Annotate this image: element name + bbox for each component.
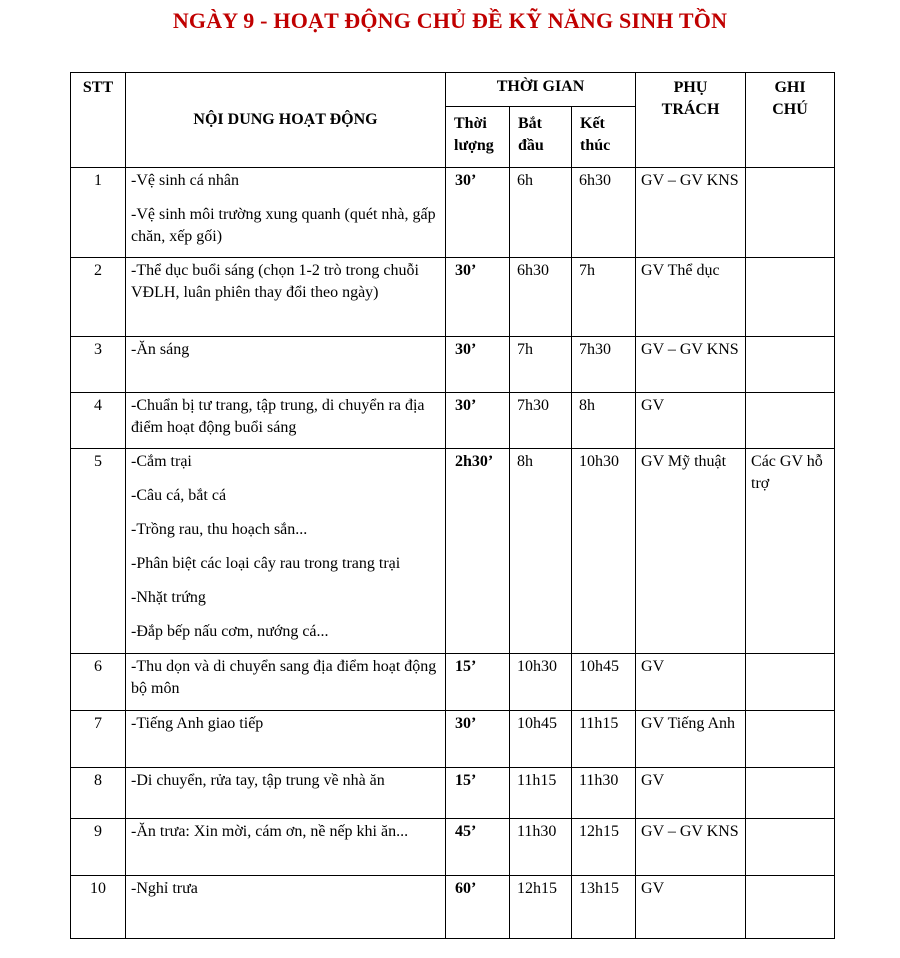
header-start-line1: Bắt xyxy=(518,115,542,132)
header-time: THỜI GIAN xyxy=(446,73,636,107)
row-responsible: GV xyxy=(636,654,746,711)
row-responsible: GV – GV KNS xyxy=(636,337,746,393)
row-content xyxy=(126,258,446,337)
row-end: 11h30 xyxy=(572,768,636,819)
row-end: 10h30 xyxy=(572,449,636,654)
row-responsible: GV xyxy=(636,876,746,939)
table-row xyxy=(71,449,835,654)
header-duration xyxy=(446,107,510,168)
table-row xyxy=(71,819,835,876)
row-duration: 60’ xyxy=(446,876,510,939)
row-responsible: GV Tiếng Anh xyxy=(636,711,746,768)
table-row xyxy=(71,168,835,258)
row-start: 8h xyxy=(510,449,572,654)
activity-line: -Vệ sinh môi trường xung quanh (quét nhà, gấp chăn, xếp gối) xyxy=(131,206,436,245)
row-note xyxy=(746,711,835,768)
row-content xyxy=(126,819,446,876)
header-start-line2: đầu xyxy=(518,137,544,154)
row-duration: 30’ xyxy=(446,168,510,258)
row-note xyxy=(746,768,835,819)
row-responsible: GV xyxy=(636,393,746,449)
row-note xyxy=(746,876,835,939)
row-note xyxy=(746,654,835,711)
activity-line: -Thể dục buổi sáng (chọn 1-2 trò trong chuỗi VĐLH, luân phiên thay đổi theo ngày) xyxy=(131,262,419,301)
header-responsible-line1: PHỤ xyxy=(673,79,708,96)
row-start: 10h30 xyxy=(510,654,572,711)
row-end: 6h30 xyxy=(572,168,636,258)
row-end: 13h15 xyxy=(572,876,636,939)
row-end: 11h15 xyxy=(572,711,636,768)
activity-line: -Câu cá, bắt cá xyxy=(131,487,227,504)
row-stt: 6 xyxy=(71,654,126,711)
schedule-table xyxy=(70,72,835,939)
header-note-line1: GHI xyxy=(774,79,806,96)
row-stt: 1 xyxy=(71,168,126,258)
row-content xyxy=(126,449,446,654)
row-start: 7h xyxy=(510,337,572,393)
row-responsible: GV – GV KNS xyxy=(636,168,746,258)
header-responsible xyxy=(636,73,746,168)
header-end-line1: Kết xyxy=(580,115,605,132)
row-content xyxy=(126,876,446,939)
activity-line: -Cắm trại xyxy=(131,453,192,470)
table-row xyxy=(71,337,835,393)
row-end: 8h xyxy=(572,393,636,449)
row-stt: 4 xyxy=(71,393,126,449)
activity-line: -Ăn trưa: Xin mời, cám ơn, nề nếp khi ăn... xyxy=(131,823,409,840)
header-responsible-line2: TRÁCH xyxy=(661,101,720,118)
row-responsible: GV Thể dục xyxy=(636,258,746,337)
row-start: 12h15 xyxy=(510,876,572,939)
row-start: 11h30 xyxy=(510,819,572,876)
row-stt: 3 xyxy=(71,337,126,393)
row-duration: 45’ xyxy=(446,819,510,876)
row-stt: 10 xyxy=(71,876,126,939)
row-content xyxy=(126,393,446,449)
row-duration: 30’ xyxy=(446,393,510,449)
row-stt: 5 xyxy=(71,449,126,654)
header-duration-line2: lượng xyxy=(454,137,494,154)
row-note xyxy=(746,393,835,449)
table-row xyxy=(71,393,835,449)
activity-line: -Thu dọn và di chuyển sang địa điểm hoạt động bộ môn xyxy=(131,658,437,697)
header-content: NỘI DUNG HOẠT ĐỘNG xyxy=(126,73,446,168)
activity-line: -Đắp bếp nấu cơm, nướng cá... xyxy=(131,623,329,640)
row-start: 10h45 xyxy=(510,711,572,768)
row-end: 12h15 xyxy=(572,819,636,876)
table-row xyxy=(71,876,835,939)
row-duration: 15’ xyxy=(446,768,510,819)
row-start: 6h xyxy=(510,168,572,258)
activity-line: -Di chuyển, rửa tay, tập trung về nhà ăn xyxy=(131,772,385,789)
header-end xyxy=(572,107,636,168)
row-end: 7h30 xyxy=(572,337,636,393)
row-duration: 30’ xyxy=(446,258,510,337)
activity-line: -Ăn sáng xyxy=(131,341,190,358)
activity-line: -Tiếng Anh giao tiếp xyxy=(131,715,264,732)
row-start: 6h30 xyxy=(510,258,572,337)
row-stt: 7 xyxy=(71,711,126,768)
activity-line: -Vệ sinh cá nhân xyxy=(131,172,239,189)
row-end: 10h45 xyxy=(572,654,636,711)
row-responsible: GV – GV KNS xyxy=(636,819,746,876)
table-row xyxy=(71,711,835,768)
row-stt: 9 xyxy=(71,819,126,876)
row-content xyxy=(126,768,446,819)
row-responsible: GV xyxy=(636,768,746,819)
header-duration-line1: Thời xyxy=(454,115,487,132)
header-stt: STT xyxy=(71,73,126,168)
row-note xyxy=(746,337,835,393)
table-row xyxy=(71,654,835,711)
header-row xyxy=(71,73,835,107)
row-note xyxy=(746,819,835,876)
activity-line: -Chuẩn bị tư trang, tập trung, di chuyển ra địa điểm hoạt động buổi sáng xyxy=(131,397,425,436)
activity-line: -Trồng rau, thu hoạch sắn... xyxy=(131,521,308,538)
table-row xyxy=(71,768,835,819)
row-duration: 30’ xyxy=(446,711,510,768)
row-start: 11h15 xyxy=(510,768,572,819)
row-note xyxy=(746,168,835,258)
page-title: NGÀY 9 - HOẠT ĐỘNG CHỦ ĐỀ KỸ NĂNG SINH TỒN xyxy=(172,8,728,33)
activity-line: -Nhặt trứng xyxy=(131,589,206,606)
table-row xyxy=(71,258,835,337)
header-start xyxy=(510,107,572,168)
row-content xyxy=(126,711,446,768)
row-stt: 2 xyxy=(71,258,126,337)
row-content xyxy=(126,337,446,393)
row-end: 7h xyxy=(572,258,636,337)
activity-line: -Phân biệt các loại cây rau trong trang trại xyxy=(131,555,401,572)
row-note xyxy=(746,258,835,337)
row-content xyxy=(126,168,446,258)
row-stt: 8 xyxy=(71,768,126,819)
activity-line: -Nghỉ trưa xyxy=(131,880,198,897)
header-note-line2: CHÚ xyxy=(772,101,808,118)
schedule-body xyxy=(71,168,835,939)
row-duration: 30’ xyxy=(446,337,510,393)
row-duration: 15’ xyxy=(446,654,510,711)
row-responsible: GV Mỹ thuật xyxy=(636,449,746,654)
header-note xyxy=(746,73,835,168)
row-start: 7h30 xyxy=(510,393,572,449)
row-note: Các GV hỗ trợ xyxy=(746,449,835,654)
header-end-line2: thúc xyxy=(580,137,611,154)
row-content xyxy=(126,654,446,711)
row-duration: 2h30’ xyxy=(446,449,510,654)
